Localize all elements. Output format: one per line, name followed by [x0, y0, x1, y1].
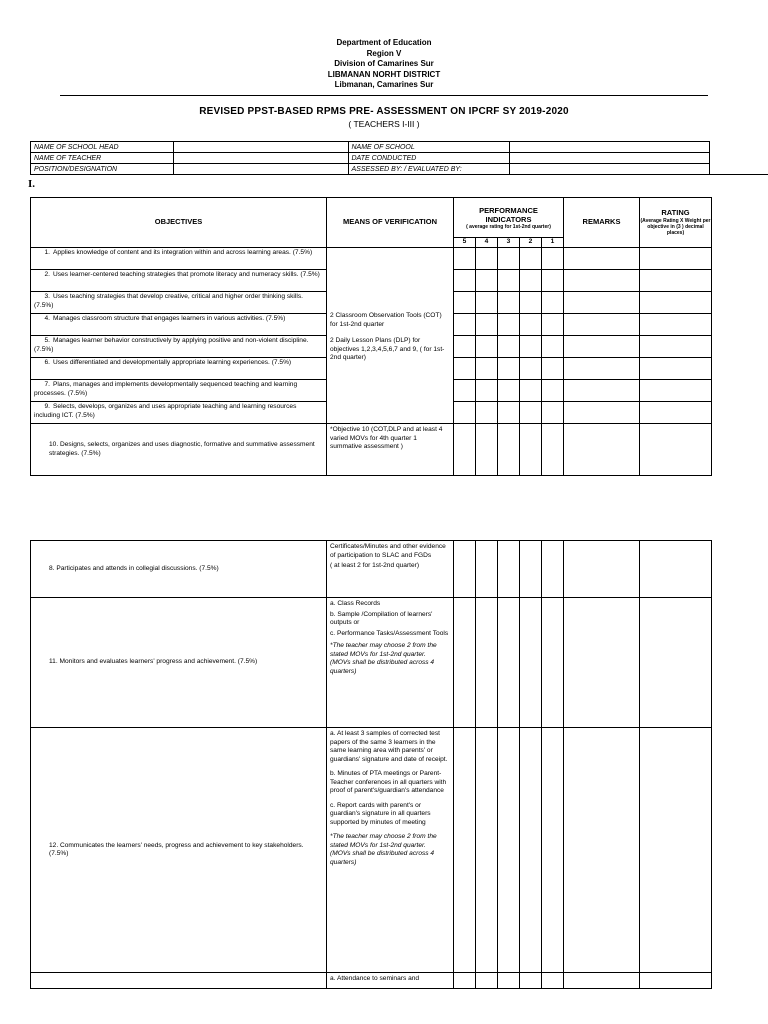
performance-heading: PERFORMANCE INDICATORS	[479, 205, 538, 224]
remarks-cell[interactable]	[564, 973, 640, 989]
col-remarks: REMARKS	[564, 198, 640, 248]
rating-cell[interactable]	[520, 314, 542, 336]
objective-10	[31, 424, 327, 476]
rating-cell[interactable]	[542, 728, 564, 973]
assessment-table	[30, 197, 712, 476]
rating-cell[interactable]	[520, 598, 542, 728]
rating-cell[interactable]	[454, 598, 476, 728]
rating-cell[interactable]	[476, 248, 498, 270]
rating-cell[interactable]	[542, 380, 564, 402]
objective-row	[31, 380, 327, 402]
mov-item: ( at least 2 for 1st-2nd quarter)	[330, 562, 420, 569]
rating-cell[interactable]	[454, 402, 476, 424]
rating-cell[interactable]	[542, 248, 564, 270]
rating-cell[interactable]	[520, 248, 542, 270]
rating-cell[interactable]	[454, 292, 476, 314]
rating-note: (Average Rating X Weight per objective in (3 ) decimal places)	[640, 217, 711, 236]
mov-objective-10: *Objective 10 (COT,DLP and at least 4 varied MOVs for 4th quarter 1 summative assessment )	[327, 424, 454, 476]
objective-text: Plans, manages and implements developmentally sequenced teaching and learning processes. (7.5%)	[34, 381, 298, 397]
mov-note-distribution: (MOVs shall be distributed across 4 quarters)	[330, 659, 435, 675]
rating-total-cell[interactable]	[640, 292, 712, 314]
rating-cell[interactable]	[498, 541, 520, 598]
rating-cell[interactable]	[542, 314, 564, 336]
mov-item: a. Class Records	[330, 600, 381, 607]
objective-row	[31, 598, 327, 728]
field-school[interactable]	[510, 142, 710, 153]
scale-1: 1	[542, 238, 564, 248]
section-rule	[30, 174, 768, 175]
mov-item: b. Sample /Compilation of learners' outputs or	[330, 610, 433, 626]
mov-item: a. At least 3 samples of corrected test papers of the same 3 learners in the same learning area with parents' or guardians' signature and date of receipt.	[330, 730, 448, 763]
rating-cell[interactable]	[498, 292, 520, 314]
rating-total-cell[interactable]	[640, 380, 712, 402]
mov-cell	[327, 541, 454, 598]
rating-cell[interactable]	[476, 270, 498, 292]
rating-cell[interactable]	[498, 424, 520, 476]
rating-cell[interactable]	[454, 336, 476, 358]
rating-cell[interactable]	[476, 973, 498, 989]
field-assessed[interactable]	[510, 164, 710, 175]
col-performance	[454, 198, 564, 238]
objective-text: 10. Designs, selects, organizes and uses diagnostic, formative and summative assessment strategies. (7.5%)	[49, 441, 315, 457]
scale-5: 5	[454, 238, 476, 248]
rating-cell[interactable]	[520, 541, 542, 598]
mov-cot: 2 Classroom Observation Tools (COT) for 1st-2nd quarter	[330, 312, 442, 328]
objective-row	[31, 248, 327, 270]
label-assessed: ASSESSED BY: / EVALUATED BY:	[348, 164, 510, 175]
rating-total-cell[interactable]	[640, 424, 712, 476]
assessment-table-continued	[30, 540, 712, 989]
mov-item: a. Attendance to seminars and	[330, 975, 420, 982]
objective-number: 4.	[44, 315, 50, 322]
remarks-cell[interactable]	[564, 541, 640, 598]
rating-cell[interactable]	[520, 424, 542, 476]
remarks-cell[interactable]	[564, 424, 640, 476]
performance-note: ( average rating for 1st-2nd quarter)	[466, 223, 551, 230]
remarks-cell[interactable]	[564, 402, 640, 424]
rating-cell[interactable]	[454, 380, 476, 402]
rating-cell[interactable]	[542, 336, 564, 358]
remarks-cell[interactable]	[564, 380, 640, 402]
rating-cell[interactable]	[498, 248, 520, 270]
rating-cell[interactable]	[542, 424, 564, 476]
rating-cell[interactable]	[498, 270, 520, 292]
document-subtitle: ( TEACHERS I-III )	[348, 119, 420, 129]
rating-cell[interactable]	[498, 598, 520, 728]
rating-total-cell[interactable]	[640, 270, 712, 292]
rating-cell[interactable]	[542, 270, 564, 292]
header-line: LIBMANAN NORHT DISTRICT	[327, 69, 441, 79]
rating-cell[interactable]	[476, 402, 498, 424]
mov-item: c. Performance Tasks/Assessment Tools	[330, 629, 449, 637]
mov-note: *The teacher may choose 2 from the stated MOVs for 1st-2nd quarter.	[330, 642, 437, 658]
header-line: Libmanan, Camarines Sur	[334, 80, 434, 89]
remarks-cell[interactable]	[564, 728, 640, 973]
rating-cell[interactable]	[454, 358, 476, 380]
objective-row	[31, 358, 327, 380]
objective-text: 8. Participates and attends in collegial discussions. (7.5%)	[49, 564, 219, 572]
objective-text: Uses teaching strategies that develop creative, critical and higher order thinking skills. (7.5%)	[34, 293, 303, 309]
rating-cell[interactable]	[454, 424, 476, 476]
rating-cell[interactable]	[542, 973, 564, 989]
rating-cell[interactable]	[542, 598, 564, 728]
header-line: Division of Camarines Sur	[334, 59, 434, 68]
rating-cell[interactable]	[520, 358, 542, 380]
rating-cell[interactable]	[520, 973, 542, 989]
field-position[interactable]	[173, 164, 348, 175]
mov-group	[327, 248, 454, 424]
rating-cell[interactable]	[454, 973, 476, 989]
label-position: POSITION/DESIGNATION	[31, 164, 174, 175]
rating-cell[interactable]	[498, 336, 520, 358]
field-teacher[interactable]	[173, 153, 348, 164]
mov-item: b. Minutes of PTA meetings or Parent-Teacher conferences in all quarters with proof of parent's/guardian's attendance	[330, 770, 447, 794]
objective-row	[31, 336, 327, 358]
rating-cell[interactable]	[520, 402, 542, 424]
rating-cell[interactable]	[454, 270, 476, 292]
objective-text: Uses learner-centered teaching strategies that promote literacy and numeracy skills. (7.5%)	[53, 271, 320, 278]
objective-number: 2.	[44, 271, 50, 278]
objective-text: Manages classroom structure that engages learners in various activities. (7.5%)	[53, 315, 286, 322]
remarks-cell[interactable]	[564, 314, 640, 336]
rating-total-cell[interactable]	[640, 598, 712, 728]
rating-cell[interactable]	[476, 292, 498, 314]
objective-text: 12. Communicates the learners' needs, progress and achievement to key stakeholders. (7.5%)	[49, 841, 304, 857]
objective-text: Applies knowledge of content and its integration within and across learning areas. (7.5%)	[53, 249, 313, 256]
rating-total-cell[interactable]	[640, 402, 712, 424]
mov-cell	[327, 598, 454, 728]
rating-cell[interactable]	[498, 402, 520, 424]
rating-cell[interactable]	[476, 728, 498, 973]
objective-row	[31, 270, 327, 292]
rating-cell[interactable]	[476, 541, 498, 598]
mov-cell	[327, 728, 454, 973]
objective-text: Manages learner behavior constructively by applying positive and non-violent discipline. (7.5%)	[34, 337, 309, 353]
rating-cell[interactable]	[476, 336, 498, 358]
rating-total-cell[interactable]	[640, 728, 712, 973]
objective-row	[31, 402, 327, 424]
rating-cell[interactable]	[454, 728, 476, 973]
rating-heading: RATING	[661, 208, 690, 218]
rating-cell[interactable]	[476, 314, 498, 336]
col-objectives: OBJECTIVES	[31, 198, 327, 248]
mov-cell	[327, 973, 454, 989]
rating-total-cell[interactable]	[640, 248, 712, 270]
label-teacher: NAME OF TEACHER	[31, 153, 174, 164]
rating-cell[interactable]	[454, 541, 476, 598]
info-table	[30, 141, 710, 175]
objective-number: 7.	[44, 381, 50, 388]
rating-total-cell[interactable]	[640, 358, 712, 380]
rating-cell[interactable]	[520, 270, 542, 292]
remarks-cell[interactable]	[564, 358, 640, 380]
section-marker: I.	[28, 178, 36, 190]
objective-number: 6.	[44, 359, 50, 366]
rating-cell[interactable]	[498, 380, 520, 402]
mov-item: c. Report cards with parent's or guardian's signature in all quarters supported by minutes of meeting	[330, 801, 431, 826]
rating-cell[interactable]	[542, 541, 564, 598]
rating-cell[interactable]	[542, 292, 564, 314]
rating-total-cell[interactable]	[640, 973, 712, 989]
label-school-head: NAME OF SCHOOL HEAD	[31, 142, 174, 153]
objective-text: Selects, develops, organizes and uses appropriate teaching and learning resources including ICT. (7.5%)	[34, 403, 297, 419]
remarks-cell[interactable]	[564, 292, 640, 314]
rating-cell[interactable]	[542, 402, 564, 424]
remarks-cell[interactable]	[564, 598, 640, 728]
rating-cell[interactable]	[520, 336, 542, 358]
label-date: DATE CONDUCTED	[348, 153, 510, 164]
objective-row	[31, 541, 327, 598]
objective-row	[31, 314, 327, 336]
mov-note-distribution: (MOVs shall be distributed across 4 quarters)	[330, 850, 435, 866]
rating-cell[interactable]	[520, 380, 542, 402]
header-divider	[60, 95, 708, 96]
rating-cell[interactable]	[498, 973, 520, 989]
col-mov: MEANS OF VERIFICATION	[327, 198, 454, 248]
document-title: REVISED PPST-BASED RPMS PRE- ASSESSMENT ON IPCRF SY 2019-2020	[199, 106, 569, 117]
rating-cell[interactable]	[520, 292, 542, 314]
rating-cell[interactable]	[498, 358, 520, 380]
objective-row	[31, 973, 327, 989]
rating-total-cell[interactable]	[640, 314, 712, 336]
objective-number: 3.	[44, 293, 50, 300]
remarks-cell[interactable]	[564, 270, 640, 292]
label-school: NAME OF SCHOOL	[348, 142, 510, 153]
mov-dlp: 2 Daily Lesson Plans (DLP) for objectives 1,2,3,4,5,6,7 and 9, ( for 1st-2nd quarter)	[330, 337, 445, 362]
mov-item: Certificates/Minutes and other evidence of participation to SLAC and FGDs	[330, 543, 446, 559]
objective-number: 5.	[44, 337, 50, 344]
objective-number: 9.	[44, 403, 50, 410]
rating-cell[interactable]	[476, 424, 498, 476]
rating-cell[interactable]	[498, 728, 520, 973]
rating-cell[interactable]	[542, 358, 564, 380]
objective-row	[31, 292, 327, 314]
rating-cell[interactable]	[476, 380, 498, 402]
rating-cell[interactable]	[520, 728, 542, 973]
objective-row	[31, 728, 327, 973]
header-line: Department of Education	[336, 38, 432, 47]
remarks-cell[interactable]	[564, 336, 640, 358]
header-line: Region V	[366, 48, 402, 58]
mov-note: *The teacher may choose 2 from the stated MOVs for 1st-2nd quarter.	[330, 833, 437, 849]
objective-number: 1.	[44, 249, 50, 256]
scale-2: 2	[520, 238, 542, 248]
remarks-cell[interactable]	[564, 248, 640, 270]
rating-cell[interactable]	[476, 598, 498, 728]
letterhead	[0, 38, 768, 91]
objective-text: Uses differentiated and developmentally appropriate learning experiences. (7.5%)	[53, 359, 292, 366]
scale-3: 3	[498, 238, 520, 248]
rating-total-cell[interactable]	[640, 541, 712, 598]
field-date[interactable]	[510, 153, 710, 164]
rating-cell[interactable]	[454, 314, 476, 336]
scale-4: 4	[476, 238, 498, 248]
rating-cell[interactable]	[454, 248, 476, 270]
col-rating	[640, 198, 712, 248]
rating-cell[interactable]	[498, 314, 520, 336]
field-school-head[interactable]	[173, 142, 348, 153]
rating-total-cell[interactable]	[640, 336, 712, 358]
objective-text: 11. Monitors and evaluates learners' progress and achievement. (7.5%)	[49, 658, 258, 666]
rating-cell[interactable]	[476, 358, 498, 380]
